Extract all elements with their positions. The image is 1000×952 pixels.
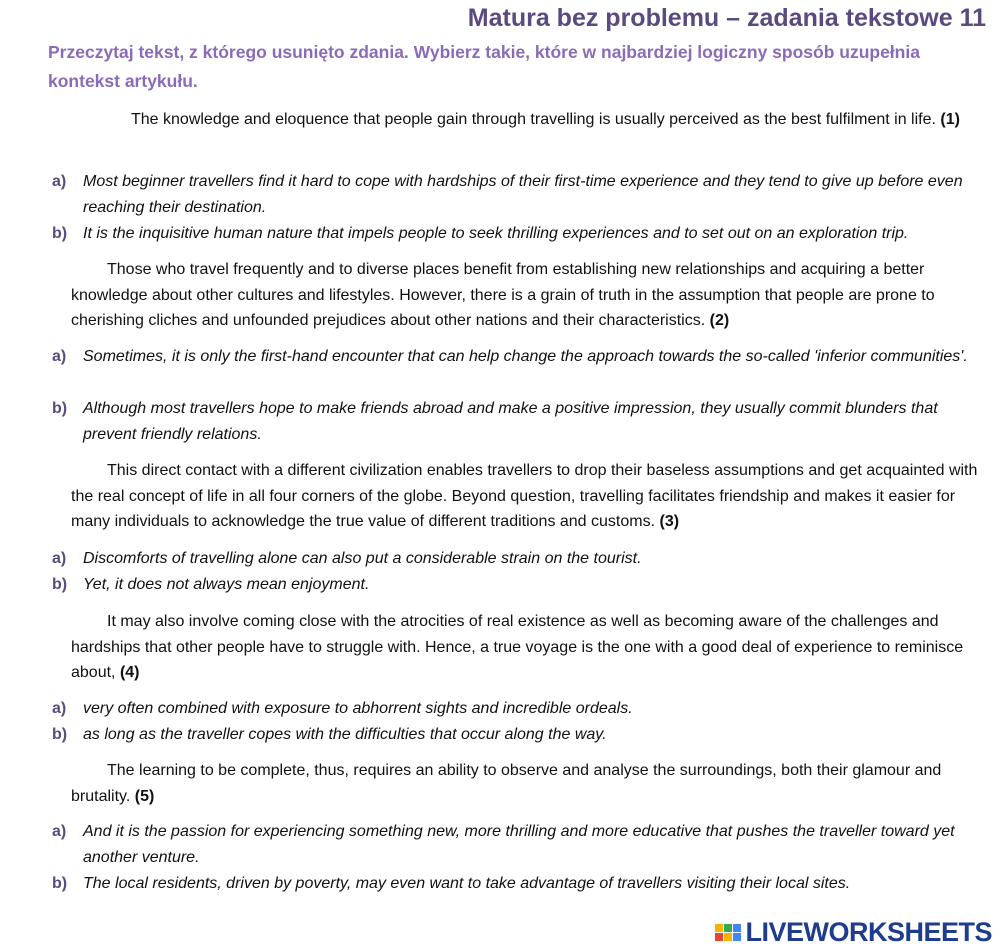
- option-4b[interactable]: [52, 722, 992, 748]
- option-text: Discomforts of travelling alone can also put a considerable strain on the tourist.: [83, 550, 642, 567]
- gap-marker[interactable]: (1): [940, 111, 960, 128]
- gap-marker[interactable]: (5): [134, 787, 155, 805]
- option-text: Although most travellers hope to make friends abroad and make a positive impression, they usually commit blunders that prevent friendly relations.: [83, 400, 938, 443]
- option-5b[interactable]: [52, 871, 992, 897]
- paragraph-5: [71, 758, 991, 809]
- paragraph-text: The learning to be complete, thus, requires an ability to observe and analyse the surroundings, both their glamour and brutality.: [71, 762, 942, 805]
- paragraph-text: This direct contact with a different civilization enables travellers to drop their baseless assumptions and get acquainted with the real concept of life in all four corners of the globe. Beyond question, travelling facilitates friendship and makes it easier for many individuals to acknowledge the true value of different traditions and customs.: [71, 462, 978, 530]
- option-3a[interactable]: [52, 546, 992, 572]
- option-text: It is the inquisitive human nature that impels people to seek thrilling experiences and to set out on an exploration trip.: [83, 225, 909, 242]
- option-text: The local residents, driven by poverty, may even want to take advantage of travellers visiting their local sites.: [83, 875, 851, 892]
- logo-text: LIVEWORKSHEETS: [745, 917, 992, 947]
- option-text: very often combined with exposure to abhorrent sights and incredible ordeals.: [83, 700, 633, 717]
- page-title: Matura bez problemu – zadania tekstowe 11: [467, 4, 986, 32]
- logo-mark-icon: [715, 924, 741, 941]
- option-letter: b): [52, 400, 68, 417]
- gap-marker[interactable]: (3): [659, 513, 680, 530]
- option-letter: b): [52, 576, 68, 593]
- option-1b[interactable]: [52, 221, 992, 247]
- paragraph-text: The knowledge and eloquence that people gain through travelling is usually perceived as the best fulfilment in life.: [131, 111, 936, 128]
- option-text: as long as the traveller copes with the difficulties that occur along the way.: [83, 726, 607, 743]
- option-3b[interactable]: [52, 572, 992, 598]
- option-text: And it is the passion for experiencing something new, more thrilling and more educative that pushes the traveller toward yet another venture.: [83, 823, 955, 866]
- paragraph-3: [71, 458, 991, 535]
- option-letter: a): [52, 700, 67, 717]
- instructions: Przeczytaj tekst, z którego usunięto zdania. Wybierz takie, które w najbardziej logiczny sposób uzupełnia kontekst artykułu.: [48, 42, 920, 91]
- option-text: Sometimes, it is only the first-hand encounter that can help change the approach towards the so-called 'inferior communities'.: [83, 348, 968, 365]
- paragraph-text: It may also involve coming close with the atrocities of real existence as well as becoming aware of the challenges and hardships that other people have to struggle with. Hence, a true voyage is the one with a good deal of experience to reminisce about,: [71, 613, 964, 681]
- paragraph-text: Those who travel frequently and to diverse places benefit from establishing new relationships and acquiring a better knowledge about other cultures and lifestyles. However, there is a grain of truth in the assumption that people are prone to cherishing cliches and unfounded prejudices about other nations and their characteristics.: [71, 261, 935, 329]
- option-letter: a): [52, 348, 67, 365]
- option-2a[interactable]: [52, 344, 992, 370]
- option-5a[interactable]: [52, 819, 992, 870]
- option-letter: b): [52, 225, 68, 242]
- gap-marker[interactable]: (4): [119, 664, 140, 681]
- gap-marker[interactable]: (2): [709, 312, 730, 329]
- option-letter: b): [52, 726, 68, 743]
- option-letter: a): [52, 550, 67, 567]
- option-2b[interactable]: [52, 396, 992, 447]
- option-4a[interactable]: [52, 696, 992, 722]
- option-letter: b): [52, 875, 68, 892]
- liveworksheets-logo[interactable]: [715, 917, 992, 948]
- paragraph-4: [71, 609, 991, 686]
- paragraph-1: [71, 107, 971, 133]
- option-1a[interactable]: [52, 169, 992, 220]
- option-text: Yet, it does not always mean enjoyment.: [83, 576, 370, 593]
- option-letter: a): [52, 823, 67, 840]
- option-text: Most beginner travellers find it hard to cope with hardships of their first-time experience and they tend to give up before even reaching their destination.: [83, 173, 963, 216]
- paragraph-2: [71, 257, 991, 334]
- option-letter: a): [52, 173, 67, 190]
